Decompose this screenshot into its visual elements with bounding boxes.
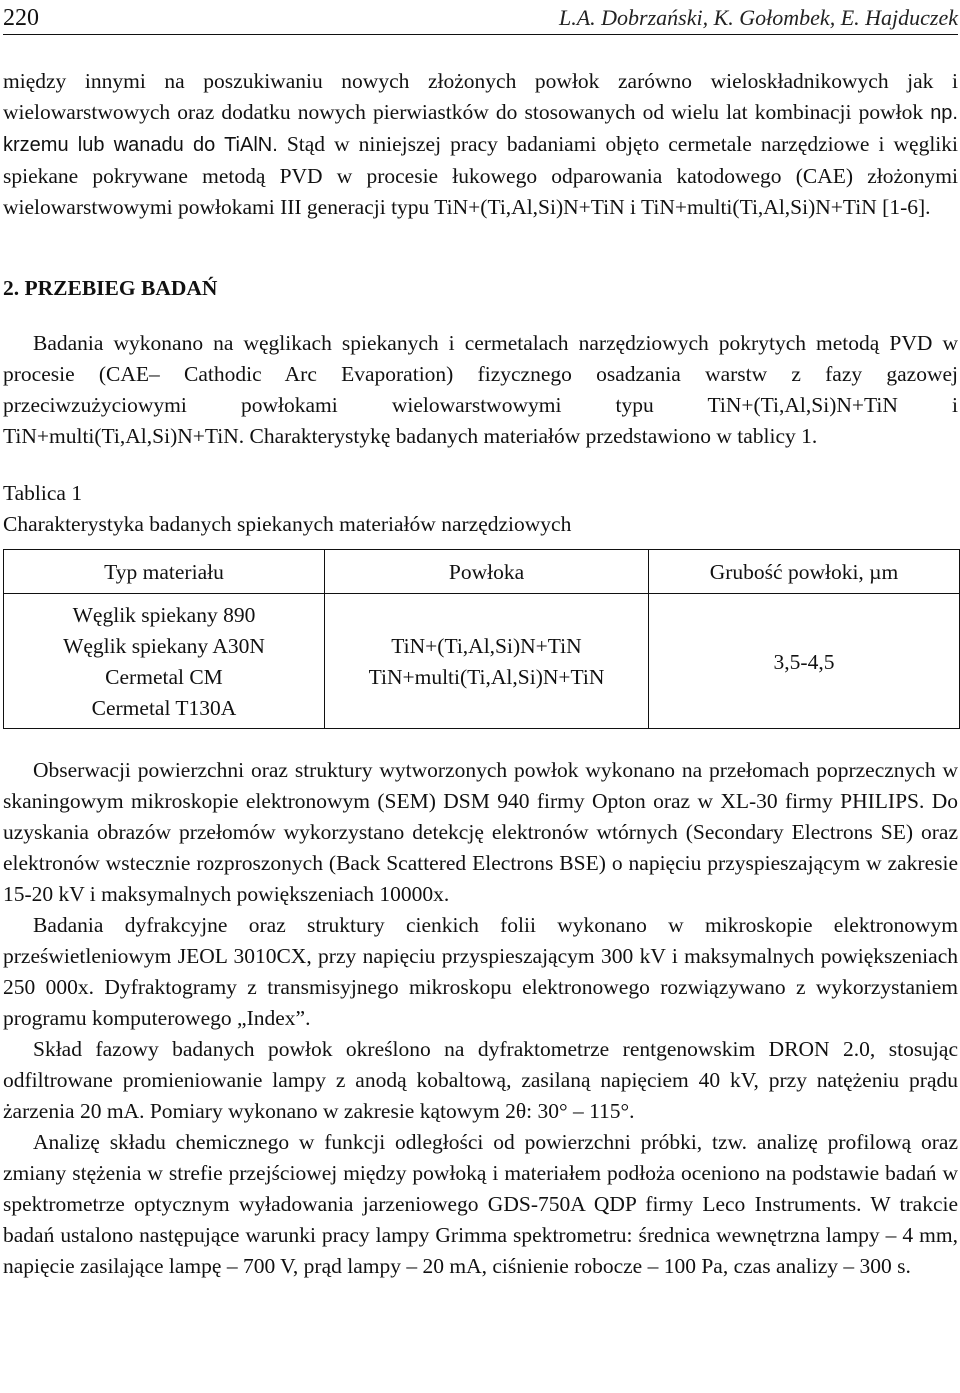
running-header: [3, 0, 958, 35]
table-header-cell: Powłoka: [325, 550, 649, 594]
section-paragraph: Badania wykonano na węglikach spiekanych i cermetalach narzędziowych pokrytych metodą PVD w procesie (CAE– Cathodic Arc Evaporation) fizycznego osadzania warstw z fazy gazowej przeciwzużyciowymi powłokami wielowarstwowymi typu TiN+(Ti,Al,Si)N+TiN i TiN+multi(Ti,Al,Si)N+TiN. Charakterystykę badanych materiałów przedstawiono w tablicy 1.: [3, 331, 958, 448]
body-paragraph: Badania dyfrakcyjne oraz struktury cienkich folii wykonano w mikroskopie elektronowym prześwietleniowym JEOL 3010CX, przy napięciu przyspieszającym 300 kV i maksymalnych powiększeniach 250 000x. Dyfraktogramy z transmisyjnego mikroskopu elektronowego rozwiązywano z wykorzystaniem programu komputerowego „Index”.: [3, 913, 958, 1030]
intro-paragraph: [3, 66, 958, 223]
header-authors: L.A. Dobrzański, K. Gołombek, E. Hajduczek: [558, 5, 958, 30]
section-heading: 2. PRZEBIEG BADAŃ: [3, 276, 218, 300]
coating-type: TiN+multi(Ti,Al,Si)N+TiN: [368, 665, 605, 689]
thickness-cell: 3,5-4,5: [649, 594, 960, 729]
body-paragraph: Skład fazowy badanych powłok określono na dyfraktometrze rentgenowskim DRON 2.0, stosując odfiltrowane promieniowanie lampy z anodą kobaltową, zasilaną napięciem 40 kV, przy natężeniu prądu żarzenia 20 mA. Pomiary wykonano w zakresie kątowym 2θ: 30° – 115°.: [3, 1037, 958, 1123]
intro-text-b: np. krzemu lub wanadu do TiAlN.: [3, 102, 958, 156]
intro-text-c: Stąd w niniejszej pracy badaniami objęto cermetale narzędziowe i węgliki spiekane pokrywane metodą PVD w procesie łukowego odparowania katodowego (CAE) złożonymi wielowarstwowymi powłokami III generacji typu TiN+(Ti,Al,Si)N+TiN i TiN+multi(Ti,Al,Si)N+TiN [1-6].: [3, 132, 958, 219]
table-row: [4, 594, 960, 729]
material-type-cell: [4, 594, 325, 729]
material-type: Węglik spiekany A30N: [63, 634, 265, 658]
material-type: Cermetal CM: [105, 665, 223, 689]
material-type: Węglik spiekany 890: [72, 603, 256, 627]
table-header-cell: Typ materiału: [4, 550, 325, 594]
materials-table: [3, 549, 960, 729]
coating-type: TiN+(Ti,Al,Si)N+TiN: [391, 634, 582, 658]
intro-text-a: między innymi na poszukiwaniu nowych złożonych powłok zarówno wieloskładnikowych jak i wielowarstwowych oraz dodatku nowych pierwiastków do stosowanych od wielu lat kombinacji powłok: [3, 69, 958, 124]
table-caption: Charakterystyka badanych spiekanych materiałów narzędziowych: [3, 512, 572, 536]
coating-cell: [325, 594, 649, 729]
page-number: 220: [3, 5, 39, 31]
table-header-row: [4, 550, 960, 594]
table-header-cell: Grubość powłoki, µm: [649, 550, 960, 594]
body-paragraph: Analizę składu chemicznego w funkcji odległości od powierzchni próbki, tzw. analizę profilową oraz zmiany stężenia w strefie przejściowej między powłoką i materiałem podłoża oceniono na podstawie badań w spektrometrze optycznym wyładowania jarzeniowego GDS-750A QDP firmy Leco Instruments. W trakcie badań ustalono następujące warunki pracy lampy Grimma spektrometru: średnica wewnętrzna lampy – 4 mm, napięcie zasilające lampę – 700 V, prąd lampy – 20 mA, ciśnienie robocze – 100 Pa, czas analizy – 300 s.: [3, 1130, 958, 1278]
material-type: Cermetal T130A: [91, 696, 237, 720]
table-label: Tablica 1: [3, 481, 83, 505]
body-paragraph: Obserwacji powierzchni oraz struktury wytworzonych powłok wykonano na przełomach poprzecznych w skaningowym mikroskopie elektronowym (SEM) DSM 940 firmy Opton oraz w XL-30 firmy PHILIPS. Do uzyskania obrazów przełomów wykorzystano detekcję elektronów wtórnych (Secondary Electrons SE) oraz elektronów wstecznie rozproszonych (Back Scattered Electrons BSE) o napięciu przyspieszającym w zakresie 15-20 kV i maksymalnych powiększeniach 10000x.: [3, 758, 958, 906]
